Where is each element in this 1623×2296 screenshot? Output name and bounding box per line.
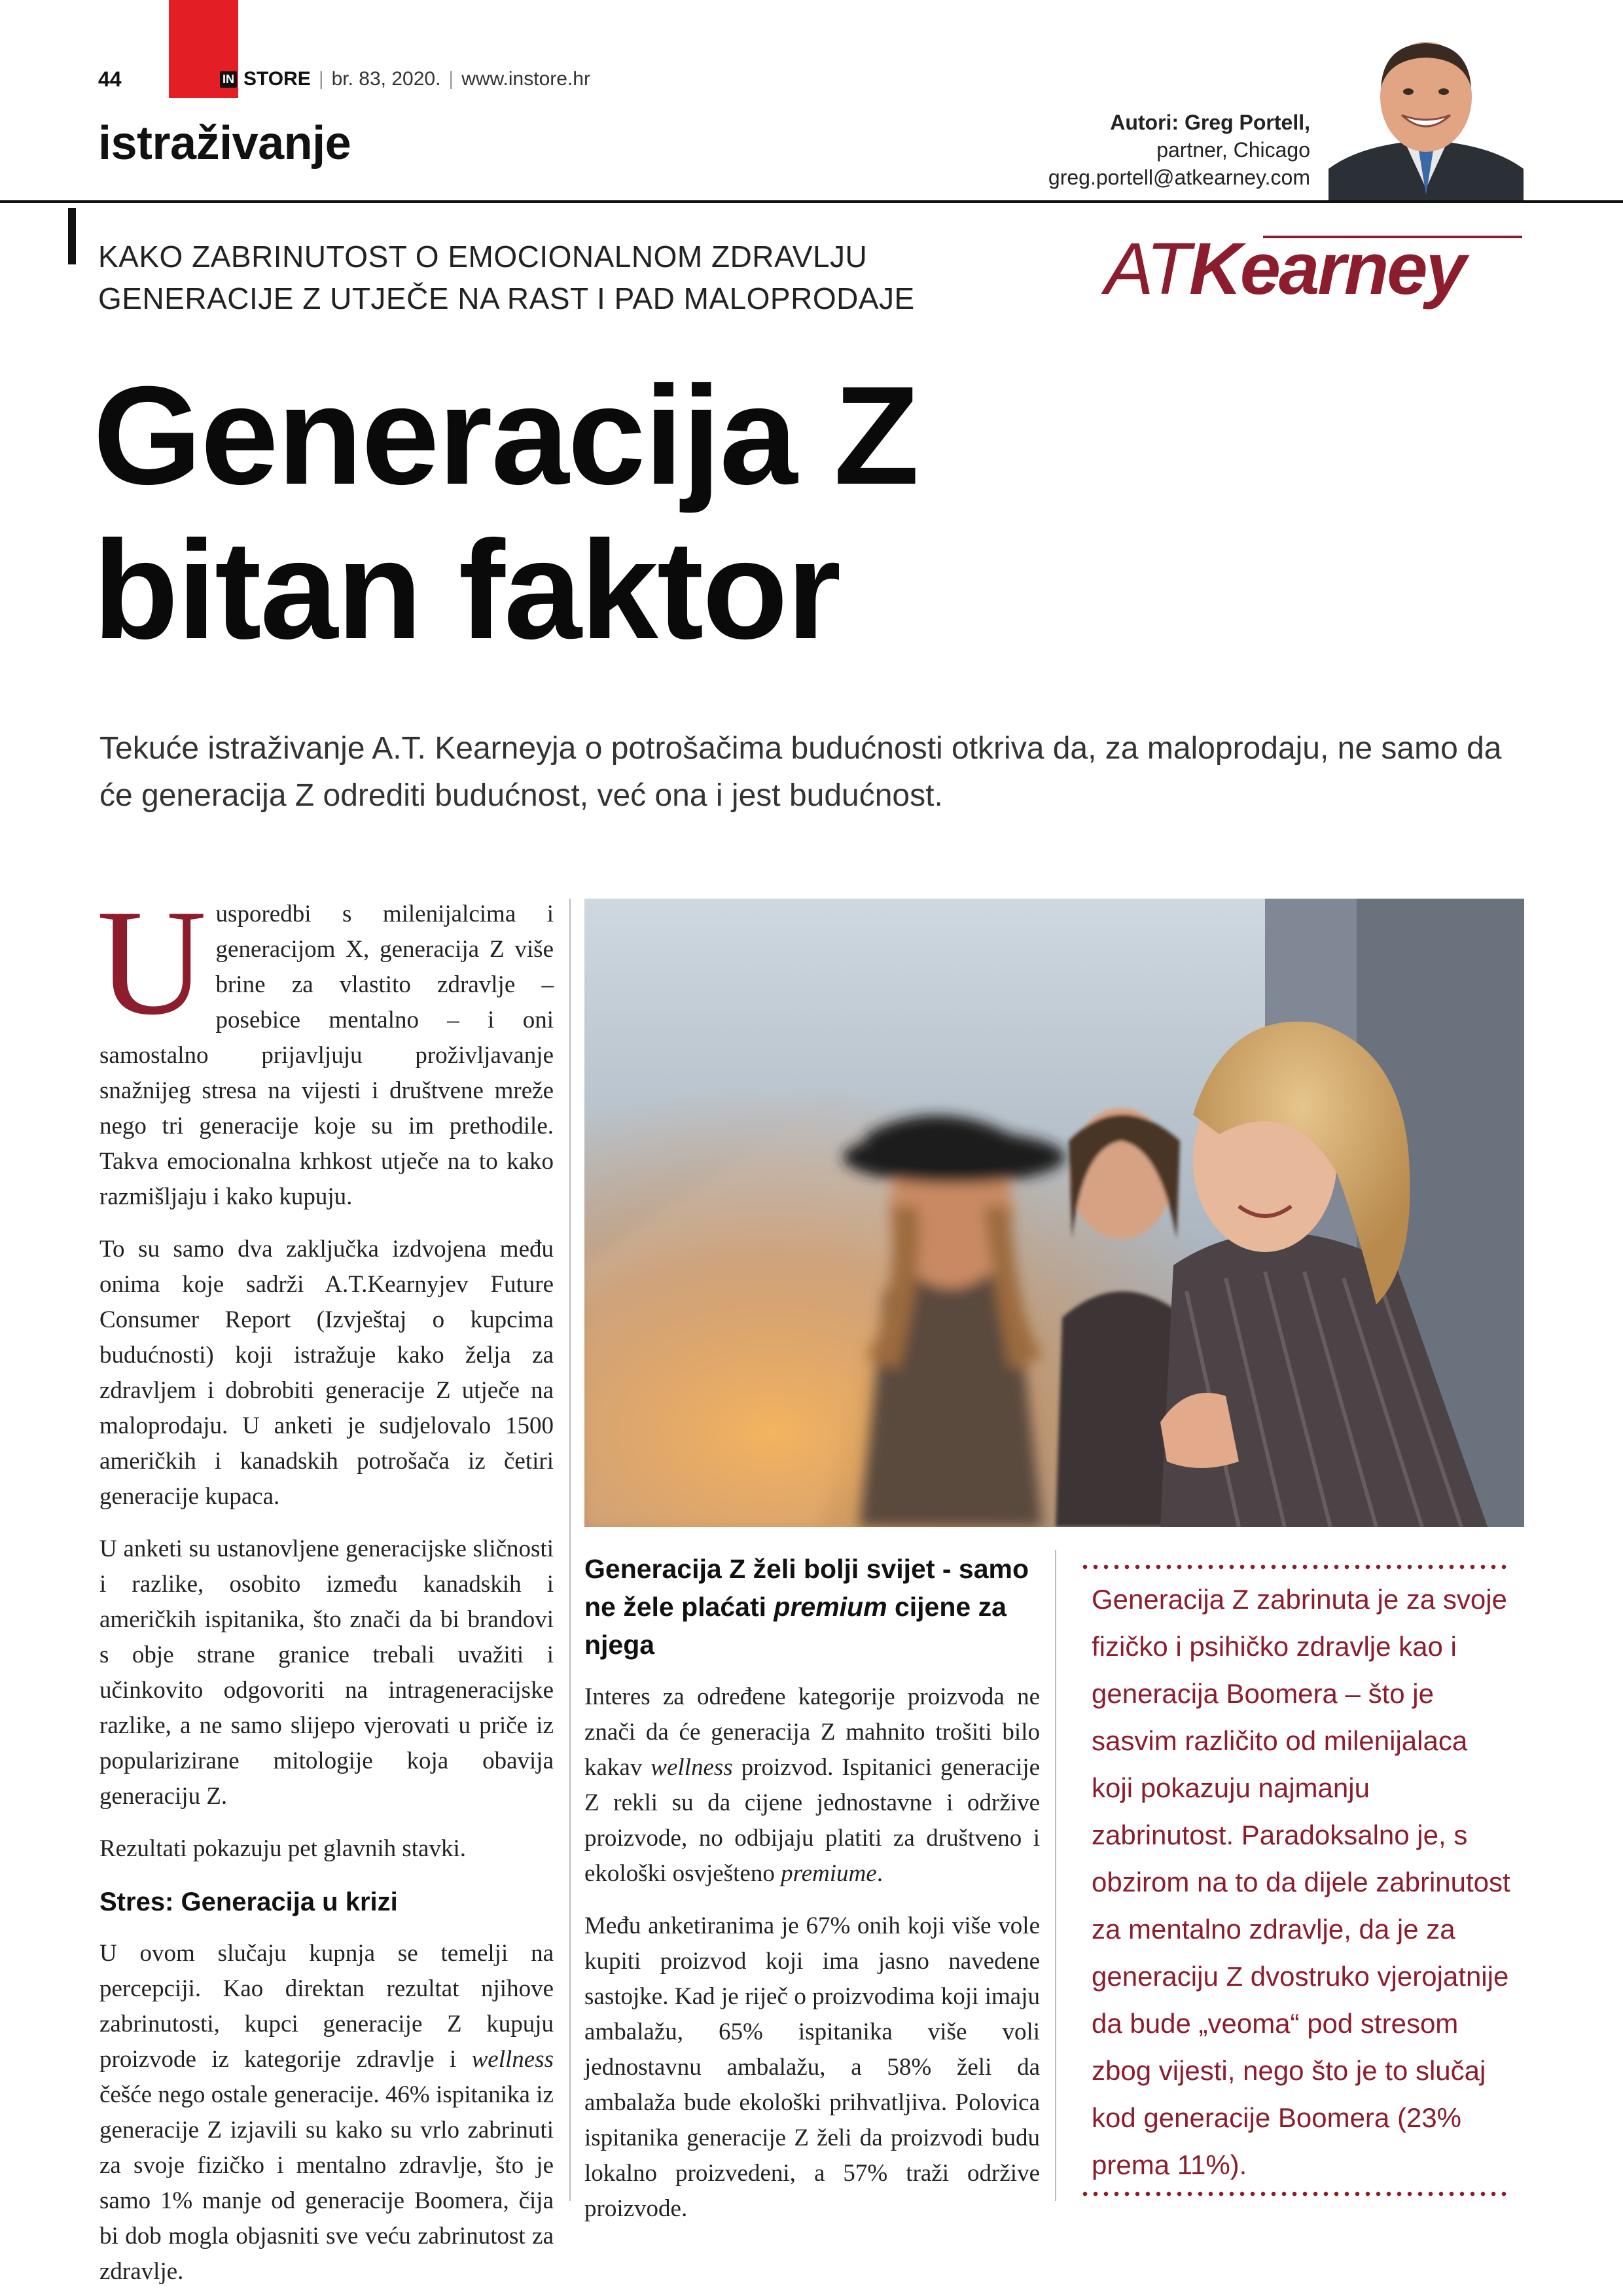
- text-run: Generacija Z želi bolji svijet - samo ne žele plaćati: [584, 1554, 1029, 1622]
- headline-line: Generacija Z: [93, 357, 918, 514]
- italic-term: premiume: [781, 1860, 877, 1887]
- paragraph: [584, 1679, 1040, 1892]
- author-photo: [1329, 31, 1524, 200]
- header-divider: [0, 200, 1623, 203]
- text-run: Interes za određene kategorije proizvoda ne znači da će generacija Z mahnito trošiti bilo kakav: [584, 1683, 1040, 1781]
- headline-line: bitan faktor: [93, 512, 840, 668]
- column-divider: [1055, 1550, 1056, 2201]
- author-block: [1048, 109, 1310, 191]
- headline: [93, 359, 918, 668]
- logo-name: Kearney: [1188, 228, 1465, 310]
- separator: |: [448, 68, 454, 90]
- column-1: [97, 878, 554, 2296]
- text-run: cijene za njega: [584, 1592, 1007, 1660]
- pull-quote-bottom-dots: [1080, 2191, 1508, 2197]
- kicker-bar: [68, 208, 76, 264]
- kicker-line: KAKO ZABRINUTOST O EMOCIONALNOM ZDRAVLJU: [98, 240, 868, 274]
- italic-term: wellness: [651, 1754, 733, 1781]
- text-run: češće nego ostale generacije. 46% ispitanika iz generacije Z izjavili su kako su vrlo zabrinuti za svoje fizičko i mentalno zdravlje, što je samo 1% manje od generacije Boomera, čija bi dob mogla objasniti sve veću zabrinutost za zdravlje.: [99, 2081, 554, 2285]
- paragraph: [97, 878, 554, 1215]
- column-divider: [569, 899, 571, 2201]
- paragraph: Rezultati pokazuju pet glavnih stavki.: [99, 1835, 467, 1862]
- magazine-info: [220, 68, 590, 90]
- author-role: partner, Chicago: [1156, 138, 1310, 162]
- issue-number: br. 83, 2020.: [331, 68, 441, 90]
- column-2: [584, 1550, 1040, 2244]
- paragraph: [99, 1936, 554, 2289]
- text-run: U ovom slučaju kupnja se temelji na percepciji. Kao direktan rezultat njihove zabrinutosti, kupci generacije Z kupuju proizvode iz kategorije zdravlje i: [99, 1940, 554, 2073]
- paragraph: Među anketiranima je 67% onih koji više vole kupiti proizvod koji ima jasno navedene sastojke. Kad je riječ o proizvodima koji imaju ambalažu, 65% ispitanika više voli jednostavnu ambalažu, a 58% želi da ambalaža bude ekološki prihvatljiva. Polovica ispitanika generacije Z želi da proizvodi budu lokalno proizvedeni, a 57% traži održive proizvode.: [584, 1912, 1040, 2222]
- italic-term: wellness: [471, 2046, 554, 2073]
- text-run: .: [876, 1860, 883, 1887]
- subheading: [584, 1550, 1040, 1664]
- kicker-line: GENERACIJE Z UTJEČE NA RAST I PAD MALOPRODAJE: [98, 281, 915, 315]
- author-email[interactable]: greg.portell@atkearney.com: [1048, 166, 1310, 189]
- page-number: 44: [98, 67, 122, 91]
- pull-quote: Generacija Z zabrinuta je za svoje fizičko i psihičko zdravlje kao i generacija Boomera – što je sasvim različito od milenijalaca koji pokazuju najmanju zabrinutost. Paradoksalno je, s obzirom na to da dijele zabrinutost za mentalno zdravlje, da je za generaciju Z dvostruko vjerojatnije da bude „veoma“ pod stresom zbog vijesti, nego što je to slučaj kod generacije Boomera (23% prema 11%).: [1092, 1584, 1510, 2180]
- section-title: istraživanje: [98, 117, 351, 170]
- paragraph-text: usporedbi s milenijalcima i generacijom X, generacija Z više brine za vlastito zdravlje – posebice mentalno – i oni samostalno prijavljuju proživljavanje snažnijeg stresa na vijesti i društvene mreže nego tri generacije koje su im prethodile. Takva emocionalna krhkost utječe na to kako razmišljaju i kako kupuju.: [99, 901, 554, 1210]
- kicker: [98, 236, 915, 319]
- website-link[interactable]: www.instore.hr: [461, 68, 590, 90]
- logo-prefix: AT: [1105, 228, 1189, 310]
- subheading: Stres: Generacija u krizi: [99, 1888, 398, 1916]
- separator: |: [318, 68, 324, 90]
- drop-cap: U: [97, 878, 207, 1047]
- text-run: proizvod. Ispitanici generacije Z rekli su da cijene jednostavne i održive proizvode, no odbijaju platiti za društveno i ekološki osvješteno: [584, 1754, 1040, 1887]
- paragraph: To su samo dva zaključka izdvojena među onima koje sadrži A.T.Kearnyjev Future Consumer Report (Izvještaj o kupcima budućnosti) koji istražuje kako želja za zdravljem i dobrobiti generacije Z utječe na maloprodaju. U anketi je sudjelovalo 1500 američkih i kanadskih potrošača iz četiri generacije kupaca.: [99, 1236, 554, 1510]
- article-photo: [584, 899, 1524, 1527]
- lede: Tekuće istraživanje A.T. Kearneyja o potrošačima budućnosti otkriva da, za maloprodaju, ne samo da će generacija Z odrediti budućnost, već ona i jest budućnost.: [99, 731, 1502, 813]
- italic-term: premium: [774, 1592, 887, 1622]
- atkearney-logo: [1105, 226, 1465, 311]
- author-name: Autori: Greg Portell,: [1110, 111, 1310, 134]
- paragraph: U anketi su ustanovljene generacijske sličnosti i razlike, osobito između kanadskih i američkih ispitanika, što znači da bi brandovi s obje strane granice trebali uvažiti i učinkovito odgovoriti na intrageneracijske razlike, a ne samo slijepo vjerovati u priče iz popularizirane mitologije koja obavija generaciju Z.: [99, 1535, 554, 1810]
- magazine-logo-icon: IN: [220, 71, 237, 88]
- magazine-name: STORE: [243, 68, 311, 90]
- pull-quote-top-dots: [1080, 1564, 1508, 1570]
